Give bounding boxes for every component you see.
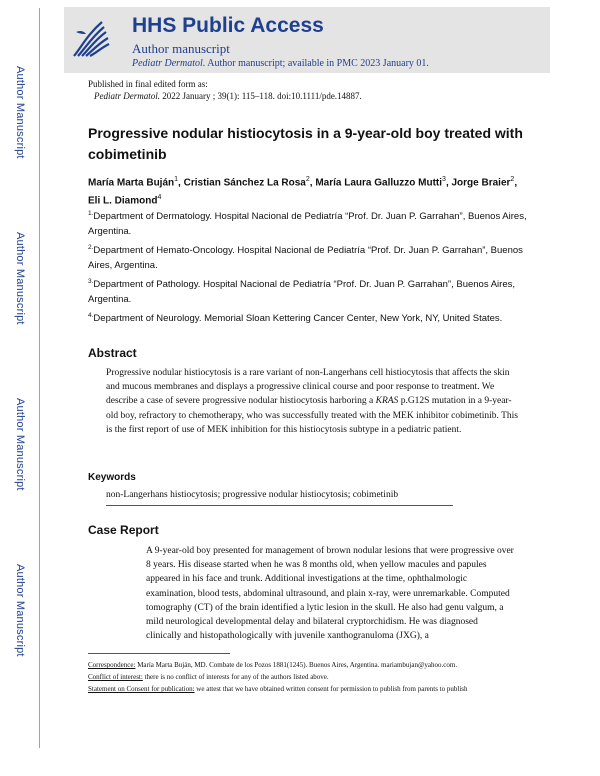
- author-manuscript-subtitle: Author manuscript: [132, 41, 230, 56]
- keywords-text: non-Langerhans histiocytosis; progressive nodular histiocytosis; cobimetinib: [106, 490, 399, 500]
- author-name: María Laura Galluzzo Mutti: [315, 177, 443, 189]
- abstract-text: Progressive nodular histiocytosis is a rare variant of non-Langerhans cell histiocytosis that affects the skin and mucous membranes and displays a progressive clinical course and poor response to treatment. We describe a case of severe progressive nodular histiocytosis harboring a KRAS p.G12S mutation in a 9-year-old boy, refractory to chemotherapy, who was successfully treated with the MEK inhibitor cobimetinib. This is the first report of use of MEK inhibition for this histiocytosis subtype in a pediatric patient.: [106, 368, 519, 435]
- side-label-author-manuscript: Author Manuscript: [14, 232, 26, 325]
- author-name: Eli L. Diamond: [88, 195, 158, 207]
- footnote-divider: [88, 653, 230, 654]
- hhs-eagle-logo-icon: [66, 12, 116, 66]
- keywords-heading: Keywords: [88, 472, 136, 483]
- affiliation-item: $^{2.}$Department of Hemato-Oncology. Hospital Nacional de Pediatría “Prof. Dr. Juan P. Garrahan”, Buenos Aires, Argentina.: [88, 244, 523, 272]
- keywords-divider: [106, 505, 453, 506]
- affiliation-item: $^{4.}$Department of Neurology. Memorial Sloan Kettering Cancer Center, New York, NY, United States.: [88, 312, 503, 325]
- author-name: María Marta Buján: [88, 177, 175, 189]
- affiliation-item: $^{3.}$Department of Pathology. Hospital Nacional de Pediatría “Prof. Dr. Juan P. Garrahan”, Buenos Aires, Argentina.: [88, 278, 515, 306]
- published-in-label: Published in final edited form as:: [88, 79, 208, 89]
- side-label-author-manuscript: Author Manuscript: [14, 398, 26, 491]
- side-divider: [39, 8, 40, 748]
- affiliation-item: $^{1.}$Department of Dermatology. Hospital Nacional de Pediatría “Prof. Dr. Juan P. Garrahan”, Buenos Aires, Argentina.: [88, 210, 527, 238]
- author-name: Jorge Braier: [451, 177, 511, 189]
- article-title: Progressive nodular histiocytosis in a 9-year-old boy treated with cobimetinib: [88, 125, 523, 162]
- side-label-author-manuscript: Author Manuscript: [14, 66, 26, 159]
- hhs-public-access-title: HHS Public Access: [132, 14, 324, 37]
- footnote-consent: Statement on Consent for publication: we attest that we have obtained written consent for permission to publish from parents to publish: [88, 685, 468, 693]
- case-report-heading: Case Report: [88, 523, 159, 537]
- author-list: María Marta Buján$^1$, Cristian Sánchez La Rosa$^2$, María Laura Galluzzo Mutti$^3$, Jorge Braier$^2$, Eli L. Diamond$^4$: [88, 176, 518, 207]
- footnote-conflict-of-interest: Conflict of interest: there is no conflict of interests for any of the authors listed above.: [88, 673, 329, 681]
- case-report-text: A 9-year-old boy presented for management of brown nodular lesions that were progressive over 8 years. His disease started when he was 8 months old, when yellow macules and papules appeared in his face and trunk. Additional investigations at the time, ophthalmologic examination, blood tests, abdominal ultrasound, and plain x-ray, were unremarkable. Computed tomography (CT) of the brain identified a lytic lesion in the skull. He also had genu valgum, a mild neurological developmental delay and bilateral cryptorchidism. He was diagnosed clinically and histopathologically with juvenile xanthogranuloma (JXG), a: [146, 546, 514, 642]
- side-label-author-manuscript: Author Manuscript: [14, 564, 26, 657]
- abstract-heading: Abstract: [88, 346, 137, 360]
- footnote-correspondence: Correspondence: María Marta Buján, MD. Combate de los Pozos 1881(1245). Buenos Aires, Argentina. mariambujan@yahoo.com.: [88, 661, 458, 669]
- author-name: Cristian Sánchez La Rosa: [183, 177, 306, 189]
- citation-line: Pediatr Dermatol. 2022 January ; 39(1): 115–118. doi:10.1111/pde.14887.: [94, 91, 362, 101]
- pmc-availability-line: Pediatr Dermatol. Author manuscript; available in PMC 2023 January 01.: [132, 58, 429, 69]
